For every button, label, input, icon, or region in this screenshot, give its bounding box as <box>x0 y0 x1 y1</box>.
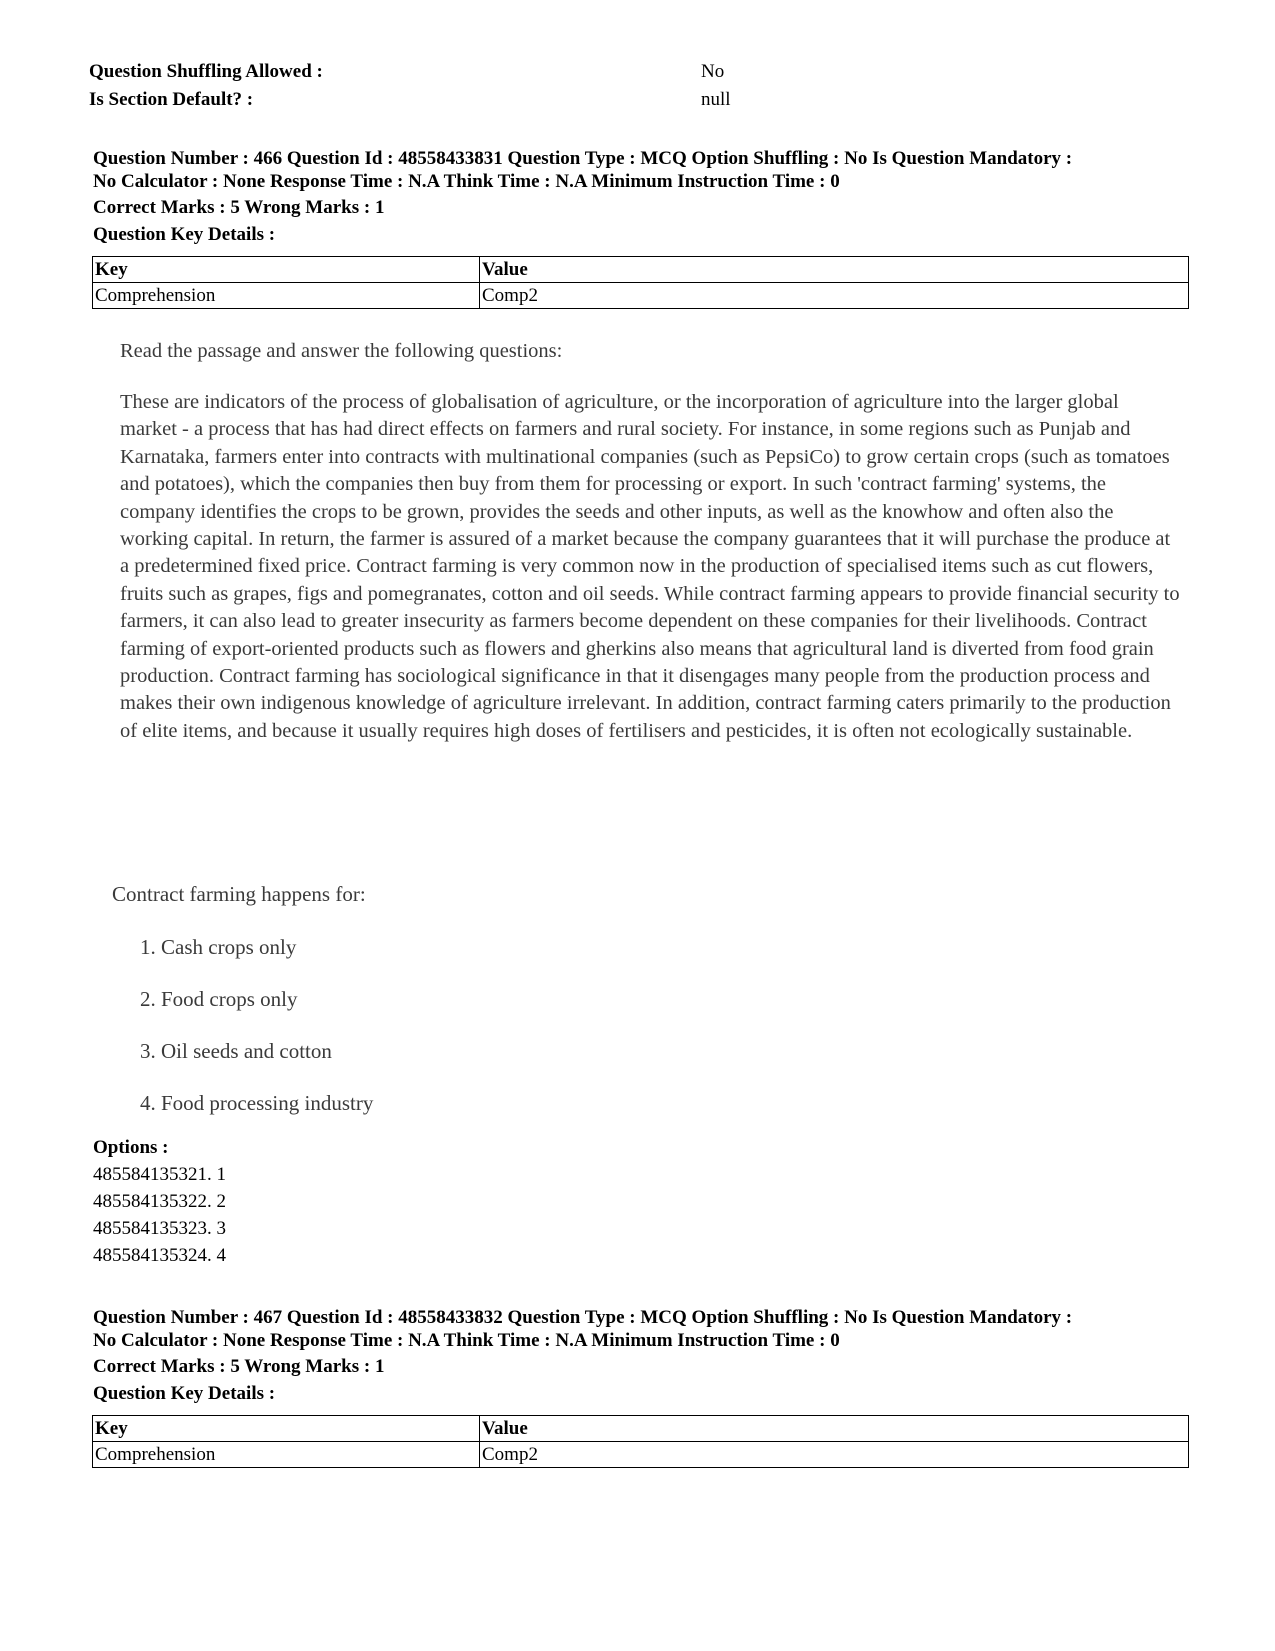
question-header-line1: Question Number : 466 Question Id : 48558433831 Question Type : MCQ Option Shuffling : No Is Question Mandatory : <box>93 148 1073 169</box>
question-choice-3: 3. Oil seeds and cotton <box>140 1039 332 1063</box>
meta-label-question-shuffling: Question Shuffling Allowed : <box>89 61 323 82</box>
key-table-header-value: Value <box>480 1416 1189 1442</box>
question-key-details-label: Question Key Details : <box>93 224 276 245</box>
key-table-cell-value: Comp2 <box>480 1442 1189 1468</box>
key-table-header-value: Value <box>480 257 1189 283</box>
question-marks: Correct Marks : 5 Wrong Marks : 1 <box>93 1356 385 1377</box>
table-row <box>93 1442 1189 1468</box>
options-label: Options : <box>93 1137 169 1158</box>
question-key-details-label: Question Key Details : <box>93 1383 276 1404</box>
question-text: Contract farming happens for: <box>112 882 366 906</box>
question-header-line1: Question Number : 467 Question Id : 48558433832 Question Type : MCQ Option Shuffling : No Is Question Mandatory : <box>93 1307 1073 1328</box>
option-line-3: 485584135323. 3 <box>93 1218 226 1239</box>
option-line-4: 485584135324. 4 <box>93 1245 226 1266</box>
meta-value-question-shuffling: No <box>701 61 725 82</box>
key-table-cell-value: Comp2 <box>480 283 1189 309</box>
question-header <box>93 1306 1203 1352</box>
question-key-table <box>92 1415 1189 1468</box>
meta-label-section-default: Is Section Default? : <box>89 89 254 110</box>
question-header-line2: No Calculator : None Response Time : N.A Think Time : N.A Minimum Instruction Time : 0 <box>93 171 840 192</box>
question-header <box>93 147 1203 193</box>
key-table-header-row <box>93 257 1189 283</box>
key-table-header-key: Key <box>93 257 480 283</box>
question-marks: Correct Marks : 5 Wrong Marks : 1 <box>93 197 385 218</box>
question-choice-4: 4. Food processing industry <box>140 1091 374 1115</box>
question-key-table <box>92 256 1189 309</box>
option-line-2: 485584135322. 2 <box>93 1191 226 1212</box>
question-choice-2: 2. Food crops only <box>140 987 298 1011</box>
passage-intro: Read the passage and answer the following questions: <box>120 340 563 362</box>
passage-text <box>120 389 1180 745</box>
passage-paragraph: These are indicators of the process of globalisation of agriculture, or the incorporation of agriculture into the larger global market - a process that has had direct effects on farmers and rural society. For instance, in some regions such as Punjab and Karnataka, farmers enter into contracts with multinational companies (such as PepsiCo) to grow certain crops (such as tomatoes and potatoes), which the companies then buy from them for processing or export. In such 'contract farming' systems, the company identifies the crops to be grown, provides the seeds and other inputs, as well as the knowhow and often also the working capital. In return, the farmer is assured of a market because the company guarantees that it will purchase the produce at a predetermined fixed price. Contract farming is very common now in the production of specialised items such as cut flowers, fruits such as grapes, figs and pomegranates, cotton and oil seeds. While contract farming appears to provide financial security to farmers, it can also lead to greater insecurity as farmers become dependent on these companies for their livelihoods. Contract farming of export-oriented products such as flowers and gherkins also means that agricultural land is diverted from food grain production. Contract farming has sociological significance in that it disengages many people from the production process and makes their own indigenous knowledge of agriculture irrelevant. In addition, contract farming caters primarily to the production of elite items, and because it usually requires high doses of fertilisers and pesticides, it is often not ecologically sustainable. <box>120 391 1180 742</box>
table-row <box>93 283 1189 309</box>
option-line-1: 485584135321. 1 <box>93 1164 226 1185</box>
key-table-cell-key: Comprehension <box>93 1442 480 1468</box>
meta-value-section-default: null <box>701 89 731 110</box>
key-table-cell-key: Comprehension <box>93 283 480 309</box>
question-choice-1: 1. Cash crops only <box>140 935 297 959</box>
key-table-header-row <box>93 1416 1189 1442</box>
question-header-line2: No Calculator : None Response Time : N.A Think Time : N.A Minimum Instruction Time : 0 <box>93 1330 840 1351</box>
key-table-header-key: Key <box>93 1416 480 1442</box>
